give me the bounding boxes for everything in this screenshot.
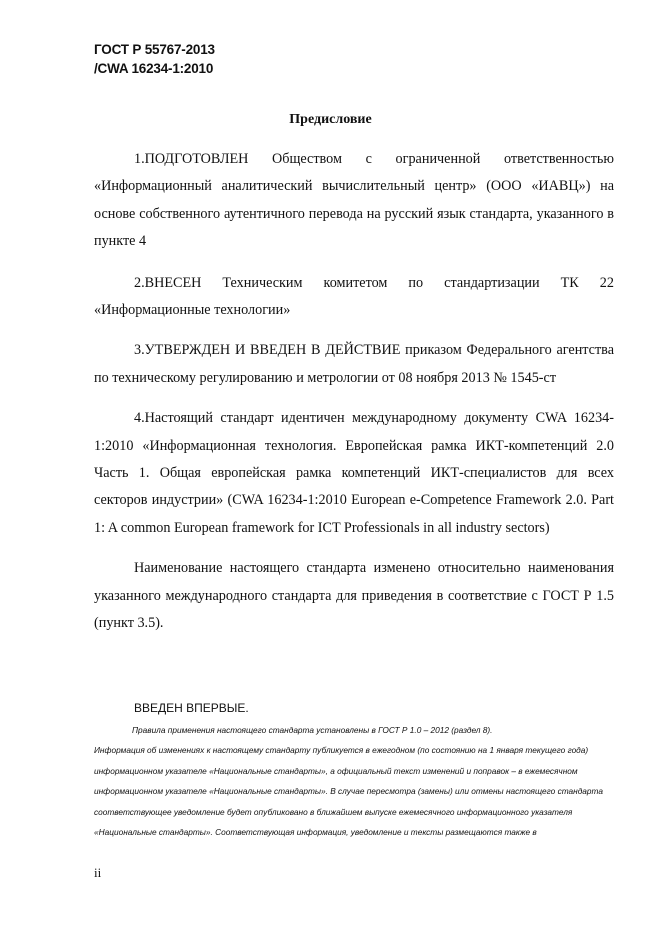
usage-note	[94, 720, 618, 842]
page-number: ii	[94, 865, 102, 880]
standard-designation: ГОСТ Р 55767-2013	[94, 42, 215, 57]
paragraph-identical: 4.Настоящий стандарт идентичен международному документу CWA 16234-1:2010 «Информационная технология. Европейская рамка ИКТ-компетенций 2.0 Часть 1. Общая европейская рамка компетенций ИКТ-специалистов для всех секторов индустрии» (CWA 16234-1:2010 European e-Competence Framework 2.0. Part 1: A common European framework for ICT Professionals in all industry sectors)	[94, 410, 614, 536]
document-header	[94, 40, 215, 78]
section-title: Предисловие	[289, 112, 372, 127]
preface-body	[94, 146, 614, 651]
paragraph-name-changed: Наименование настоящего стандарта изменено относительно наименования указанного международного стандарта для приведения в соответствие с ГОСТ Р 1.5 (пункт 3.5).	[94, 560, 614, 632]
paragraph-prepared: 1.ПОДГОТОВЛЕН Обществом с ограниченной ответственностью «Информационный аналитический вычислительный центр» (ООО «ИАВЦ») на основе собственного аутентичного перевода на русский язык стандарта, указанного в пункте 4	[94, 151, 614, 250]
standard-designation-secondary: /CWA 16234-1:2010	[94, 61, 214, 76]
paragraph-approved: 3.УТВЕРЖДЕН И ВВЕДЕН В ДЕЙСТВИЕ приказом Федерального агентства по техническому регулированию и метрологии от 08 ноября 2013 № 1545-ст	[94, 342, 614, 386]
introduced-first-time: ВВЕДЕН ВПЕРВЫЕ.	[134, 701, 249, 715]
note-changes-info: Информация об изменениях к настоящему стандарту публикуется в ежегодном (по состоянию на 1 января текущего года) информационном указателе «Национальные стандарты», а официальный текст изменений и поправок – в ежемесячном информационном указателе «Национальные стандарты». В случае пересмотра (замены) или отмены настоящего стандарта соответствующее уведомление будет опубликовано в ближайшем выпуске ежемесячного информационного указателя «Национальные стандарты». Соответствующая информация, уведомление и тексты размещаются также в	[94, 745, 603, 838]
note-rules: Правила применения настоящего стандарта установлены в ГОСТ Р 1.0 – 2012 (раздел 8).	[132, 725, 493, 735]
paragraph-introduced: 2.ВНЕСЕН Техническим комитетом по стандартизации ТК 22 «Информационные технологии»	[94, 274, 614, 319]
